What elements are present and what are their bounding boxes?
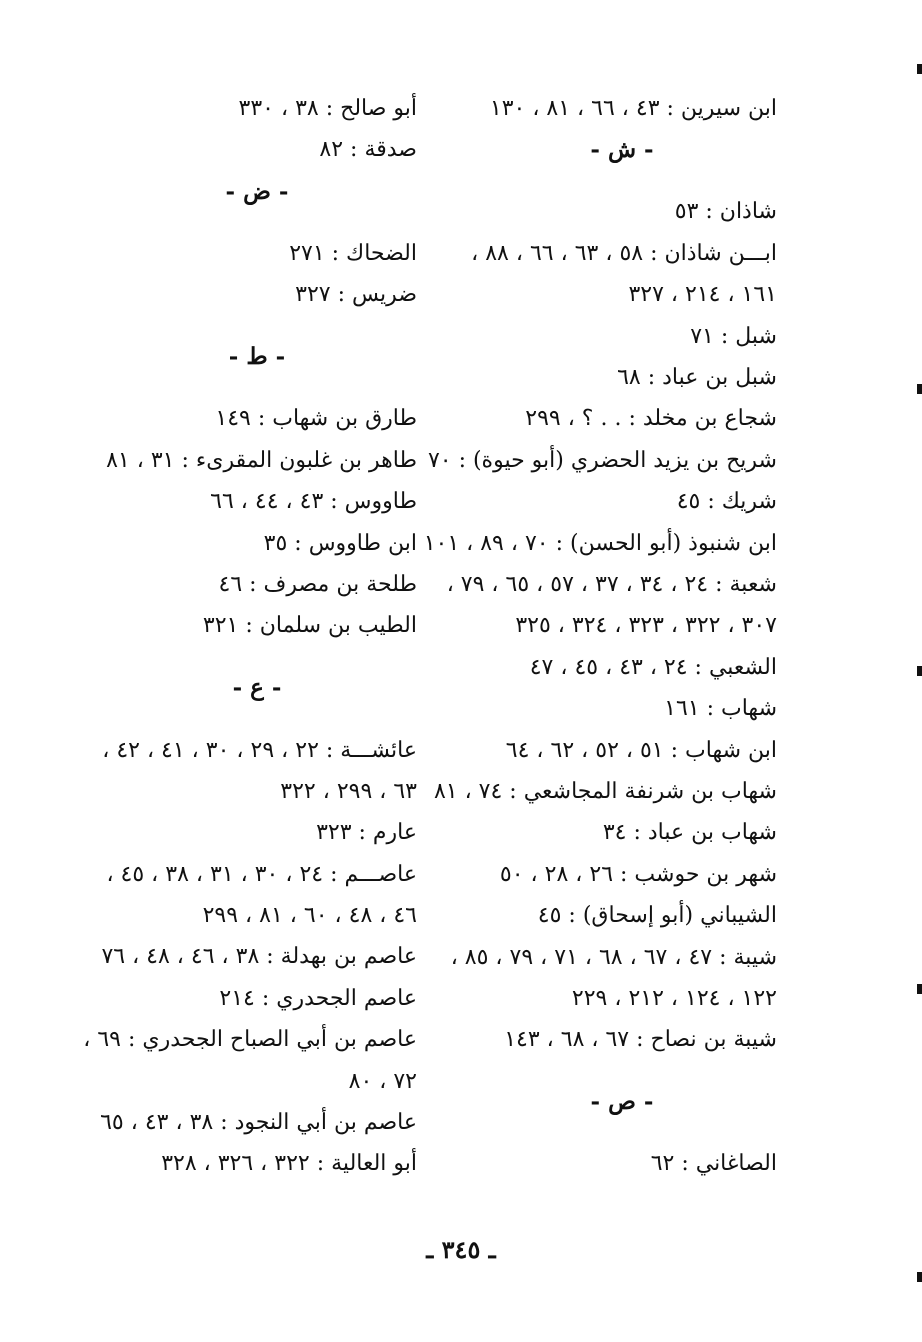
spacer	[67, 316, 417, 337]
scan-edge-mark	[917, 666, 922, 676]
index-entry: ٧٢ ، ٨٠	[348, 1068, 417, 1094]
index-entry: شيبة بن نصاح : ٦٧ ، ٦٨ ، ١٤٣	[504, 1027, 777, 1053]
letter-section-header: - ط -	[228, 343, 286, 371]
index-entry: شريح بن يزيد الحضري (أبو حيوة) : ٧٠	[427, 447, 777, 473]
index-column-right	[423, 88, 777, 1185]
index-entry: الشيباني (أبو إسحاق) : ٤٥	[537, 903, 777, 929]
index-entry: عاصـــم : ٢٤ ، ٣٠ ، ٣١ ، ٣٨ ، ٤٥ ،	[106, 861, 417, 887]
spacer	[67, 378, 417, 399]
index-entry: أبو العالية : ٣٢٢ ، ٣٢٦ ، ٣٢٨	[161, 1151, 417, 1177]
index-entry: ضريس : ٣٢٧	[295, 282, 417, 308]
index-entry: عائشـــة : ٢٢ ، ٢٩ ، ٣٠ ، ٤١ ، ٤٢ ،	[102, 737, 417, 763]
index-entry: الشعبي : ٢٤ ، ٤٣ ، ٤٥ ، ٤٧	[529, 654, 777, 680]
spacer	[437, 1061, 777, 1082]
index-entry: شهاب : ١٦١	[664, 696, 777, 722]
index-entry: عاصم بن بهدلة : ٣٨ ، ٤٦ ، ٤٨ ، ٧٦	[101, 944, 417, 970]
index-entry: أبو صالح : ٣٨ ، ٣٣٠	[238, 96, 417, 121]
index-entry: عاصم بن أبي الصباح الجحدري : ٦٩ ،	[83, 1027, 417, 1053]
index-entry: طاهر بن غلبون المقرىء : ٣١ ، ٨١	[106, 447, 417, 473]
index-entry: شهاب بن شرنفة المجاشعي : ٧٤ ، ٨١	[433, 778, 777, 804]
scan-edge-mark	[917, 384, 922, 394]
index-entry: ١٦١ ، ٢١٤ ، ٣٢٧	[628, 282, 777, 308]
index-entry: صدقة : ٨٢	[319, 137, 417, 163]
index-entry: عارم : ٣٢٣	[316, 820, 417, 846]
index-entry: شجاع بن مخلد : . . ؟ ، ٢٩٩	[525, 406, 777, 432]
index-entry: ٤٦ ، ٤٨ ، ٦٠ ، ٨١ ، ٢٩٩	[202, 903, 417, 929]
index-entry: شاذان : ٥٣	[674, 199, 777, 225]
letter-section-header: - ش -	[590, 136, 654, 164]
index-entry: طارق بن شهاب : ١٤٩	[215, 406, 417, 432]
index-entry: الطيب بن سلمان : ٣٢١	[202, 613, 417, 639]
scan-edge-mark	[917, 984, 922, 994]
letter-section-header: - ع -	[232, 674, 282, 702]
index-entry: عاصم بن أبي النجود : ٣٨ ، ٤٣ ، ٦٥	[100, 1110, 417, 1136]
index-entry: شهر بن حوشب : ٢٦ ، ٢٨ ، ٥٠	[499, 861, 777, 887]
index-entry: الصاغاني : ٦٢	[650, 1151, 777, 1177]
index-entry: ٦٣ ، ٢٩٩ ، ٣٢٢	[280, 778, 417, 804]
index-entry: الضحاك : ٢٧١	[289, 240, 417, 266]
spacer	[67, 212, 417, 233]
index-column-left	[67, 88, 417, 1185]
spacer	[67, 709, 417, 730]
index-entry: ابـــن شاذان : ٥٨ ، ٦٣ ، ٦٦ ، ٨٨ ،	[471, 240, 777, 266]
index-entry: شريك : ٤٥	[676, 489, 777, 515]
scan-edge-mark	[917, 1272, 922, 1282]
spacer	[437, 171, 777, 192]
page-number: ـ ٣٤٥ ـ	[426, 1235, 496, 1264]
index-entry: شبل : ٧١	[690, 323, 777, 349]
index-entry: عاصم الجحدري : ٢١٤	[219, 985, 417, 1011]
index-entry: شيبة : ٤٧ ، ٦٧ ، ٦٨ ، ٧١ ، ٧٩ ، ٨٥ ،	[450, 944, 777, 970]
spacer	[437, 1123, 777, 1144]
index-entry: طلحة بن مصرف : ٤٦	[218, 571, 417, 597]
index-entry: ابن طاووس : ٣٥	[263, 530, 417, 556]
letter-section-header: - ض -	[225, 177, 289, 205]
index-entry: ابن شهاب : ٥١ ، ٥٢ ، ٦٢ ، ٦٤	[505, 737, 777, 763]
index-entry: ٣٠٧ ، ٣٢٢ ، ٣٢٣ ، ٣٢٤ ، ٣٢٥	[515, 613, 777, 639]
index-entry: ابن شنبوذ (أبو الحسن) : ٧٠ ، ٨٩ ، ١٠١	[423, 530, 777, 556]
index-entry: طاووس : ٤٣ ، ٤٤ ، ٦٦	[210, 489, 417, 515]
letter-section-header: - ص -	[590, 1088, 654, 1116]
index-entry: شهاب بن عباد : ٣٤	[602, 820, 777, 846]
scan-edge-mark	[917, 64, 922, 74]
spacer	[67, 647, 417, 668]
index-entry: شبل بن عباد : ٦٨	[617, 365, 777, 391]
index-entry: شعبة : ٢٤ ، ٣٤ ، ٣٧ ، ٥٧ ، ٦٥ ، ٧٩ ،	[446, 571, 777, 597]
index-entry: ١٢٢ ، ١٢٤ ، ٢١٢ ، ٢٢٩	[571, 985, 777, 1011]
index-entry: ابن سيرين : ٤٣ ، ٦٦ ، ٨١ ، ١٣٠	[489, 96, 777, 121]
